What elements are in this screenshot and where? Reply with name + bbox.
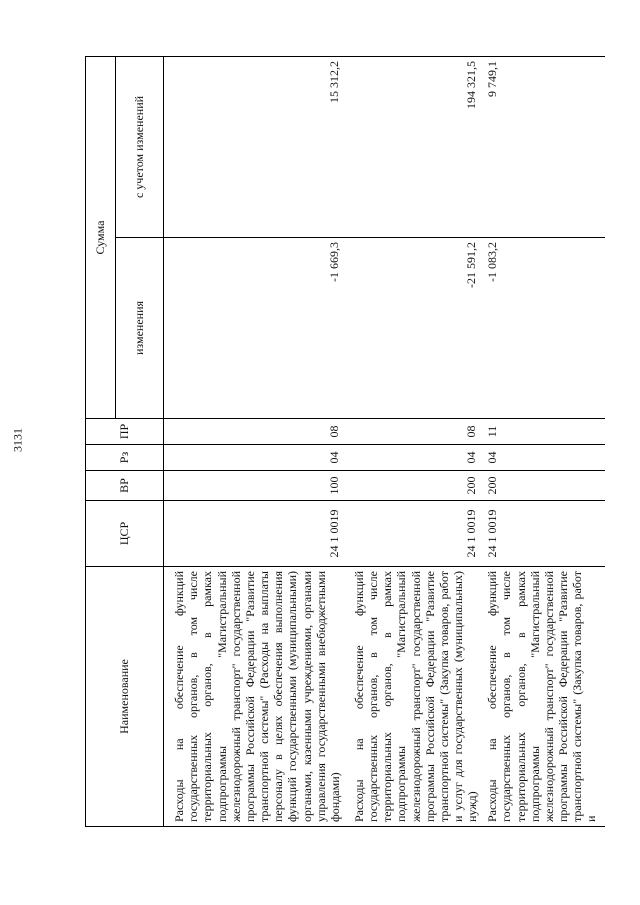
table-header [86,56,164,826]
row-change: -1 669,3 [164,238,346,419]
row-csr: 24 1 0019 [345,501,482,567]
row-total: 15 312,2 [164,56,346,237]
table-row [164,56,346,826]
row-csr: 24 1 0019 [164,501,346,567]
row-name: Расходы на обеспечение функций государственных органов, в том числе территориальных органов, в рамках подпрограммы "Магистральный железнодорожный транспорт" государственной программы Российской Федерации "Развитие транспортной системы" (Закупка товаров, работ и услуг для государственных (муниципальных) нужд) [345,567,482,827]
budget-table [85,56,605,827]
header-with-changes: с учетом изменений [116,56,164,237]
row-rz: 04 [482,445,605,471]
row-total: 194 321,5 [345,56,482,237]
header-pr: ПР [86,419,164,445]
row-rz: 04 [164,445,346,471]
table-row [345,56,482,826]
row-csr: 24 1 0019 [482,501,605,567]
row-change: -1 083,2 [482,238,605,419]
row-pr: 08 [164,419,346,445]
row-name: Расходы на обеспечение функций государственных органов, в том числе территориальных органов, в рамках подпрограммы "Магистральный железнодорожный транспорт" государственной программы Российской Федерации "Развитие транспортной системы" (Закупка товаров, работ и [482,567,605,827]
row-vr: 200 [345,471,482,501]
header-rz: Рз [86,445,164,471]
row-total: 9 749,1 [482,56,605,237]
header-vr: ВР [86,471,164,501]
table-row [482,56,605,826]
row-name: Расходы на обеспечение функций государственных органов, в том числе территориальных органов, в рамках подпрограммы "Магистральный железнодорожный транспорт" государственной программы Российской Федерации "Развитие транспортной системы" (Расходы на выплаты персоналу в целях обеспечения выполнения функций государственными (муниципальными) органами, казенными учреждениями, органами управления государственными внебюджетными фондами) [164,567,346,827]
row-pr: 08 [345,419,482,445]
header-name: Наименование [86,567,164,827]
row-vr: 200 [482,471,605,501]
header-csr: ЦСР [86,501,164,567]
header-changes: изменения [116,238,164,419]
table-body [164,56,606,826]
row-rz: 04 [345,445,482,471]
page-number: 3131 [10,428,25,452]
row-change: -21 591,2 [345,238,482,419]
rotated-page [85,57,605,827]
header-sum: Сумма [86,56,116,418]
row-pr: 11 [482,419,605,445]
row-vr: 100 [164,471,346,501]
